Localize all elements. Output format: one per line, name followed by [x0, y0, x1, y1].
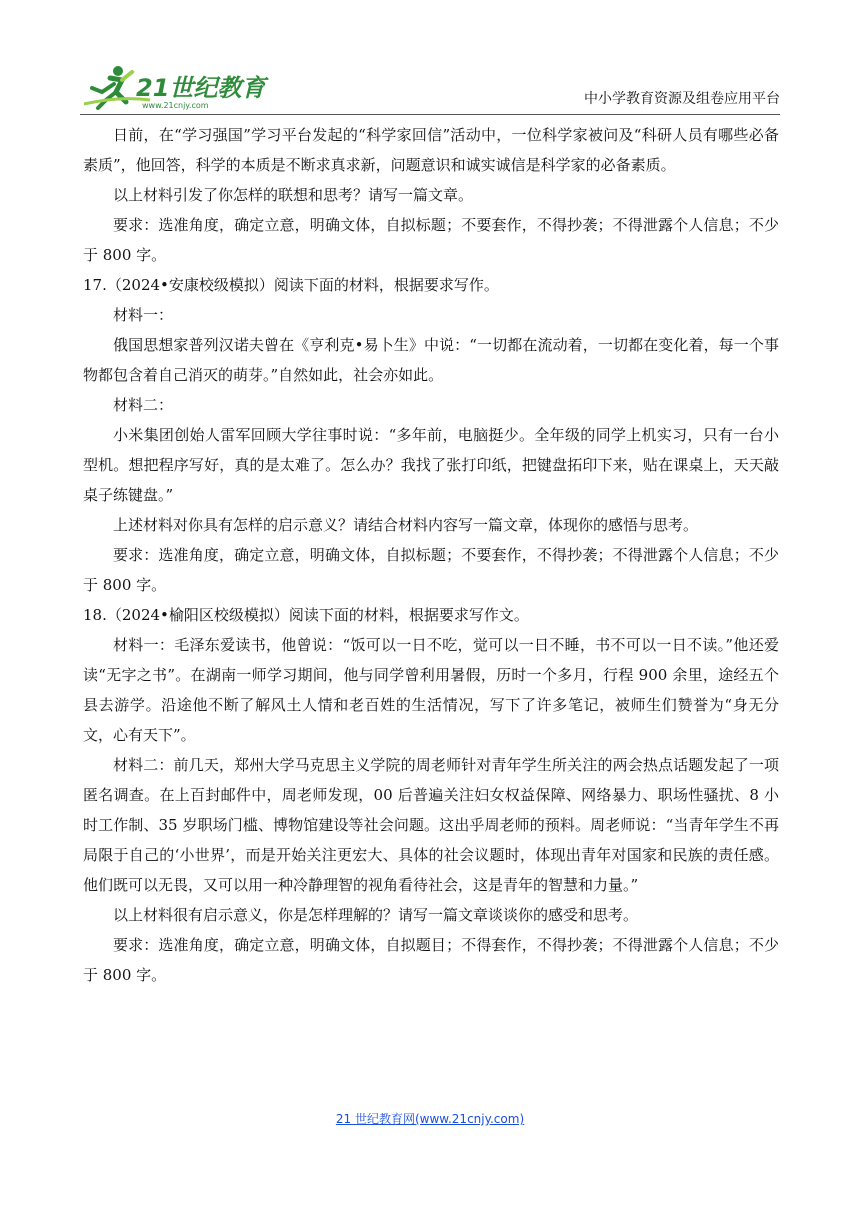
paragraph: 小米集团创始人雷军回顾大学往事时说：“多年前，电脑挺少。全年级的同学上机实习，只有一台小型机。想把程序写好，真的是太难了。怎么办？我找了张打印纸，把键盘拓印下来，贴在课桌上，天天敲桌子练键盘。”: [83, 426, 779, 504]
paragraph: 要求：选准角度，确定立意，明确文体，自拟题目；不得套作，不得抄袭；不得泄露个人信息；不少于 800 字。: [83, 936, 779, 984]
page-header: [80, 62, 780, 114]
paragraph: 材料一：毛泽东爱读书，他曾说：“饭可以一日不吃，觉可以一日不睡，书不可以一日不读。”他还爱读“无字之书”。在湖南一师学习期间，他与同学曾利用暑假，历时一个多月，行程 900 余里，途经五个县去游学。沿途他不断了解风土人情和老百姓的生活情况，写下了许多笔记，被师生们赞誉为“身无分文，心有天下”。: [83, 636, 779, 744]
page-footer: [0, 1110, 860, 1127]
header-platform-title: 中小学教育资源及组卷应用平台: [584, 91, 780, 107]
paragraph: 以上材料很有启示意义，你是怎样理解的？请写一篇文章谈谈你的感受和思考。: [113, 906, 639, 924]
paragraph: 上述材料对你具有怎样的启示意义？请结合材料内容写一篇文章，体现你的感悟与思考。: [113, 516, 699, 534]
paragraph: 要求：选准角度，确定立意，明确文体，自拟标题；不要套作，不得抄袭；不得泄露个人信息；不少于 800 字。: [83, 546, 779, 594]
paragraph: 要求：选准角度，确定立意，明确文体，自拟标题；不要套作，不得抄袭；不得泄露个人信息；不少于 800 字。: [83, 216, 779, 264]
paragraph: 材料二：前几天，郑州大学马克思主义学院的周老师针对青年学生所关注的两会热点话题发起了一项匿名调查。在上百封邮件中，周老师发现，00 后普遍关注妇女权益保障、网络暴力、职场性骚扰、8 小时工作制、35 岁职场门槛、博物馆建设等社会问题。这出乎周老师的预料。周老师说：“当青年学生不再局限于自己的‘小世界’，而是开始关注更宏大、具体的社会议题时，体现出青年对国家和民族的责任感。他们既可以无畏，又可以用一种冷静理智的视角看待社会，这是青年的智慧和力量。”: [83, 756, 779, 894]
paragraph: 日前，在“学习强国”学习平台发起的“科学家回信”活动中，一位科学家被问及“科研人员有哪些必备素质”，他回答，科学的本质是不断求真求新，问题意识和诚实诚信是科学家的必备素质。: [83, 126, 779, 174]
21cnjy-logo: [80, 62, 320, 112]
document-body: [83, 120, 779, 990]
paragraph: 俄国思想家普列汉诺夫曾在《亨利克•易卜生》中说：“一切都在流动着，一切都在变化着，每一个事物都包含着自己消灭的萌芽。”自然如此，社会亦如此。: [83, 336, 779, 384]
logo-title: 21世纪教育: [136, 74, 266, 102]
logo-url: www.21cnjy.com: [142, 101, 209, 110]
paragraph: 材料二：: [113, 396, 174, 414]
paragraph: 17.（2024•安康校级模拟）阅读下面的材料，根据要求写作。: [83, 276, 499, 294]
footer-link[interactable]: 21 世纪教育网(www.21cnjy.com): [335, 1112, 525, 1126]
header-divider: [80, 114, 780, 115]
paragraph: 以上材料引发了你怎样的联想和思考？请写一篇文章。: [113, 186, 474, 204]
paragraph: 18.（2024•榆阳区校级模拟）阅读下面的材料，根据要求写作文。: [83, 606, 529, 624]
paragraph: 材料一：: [113, 306, 174, 324]
